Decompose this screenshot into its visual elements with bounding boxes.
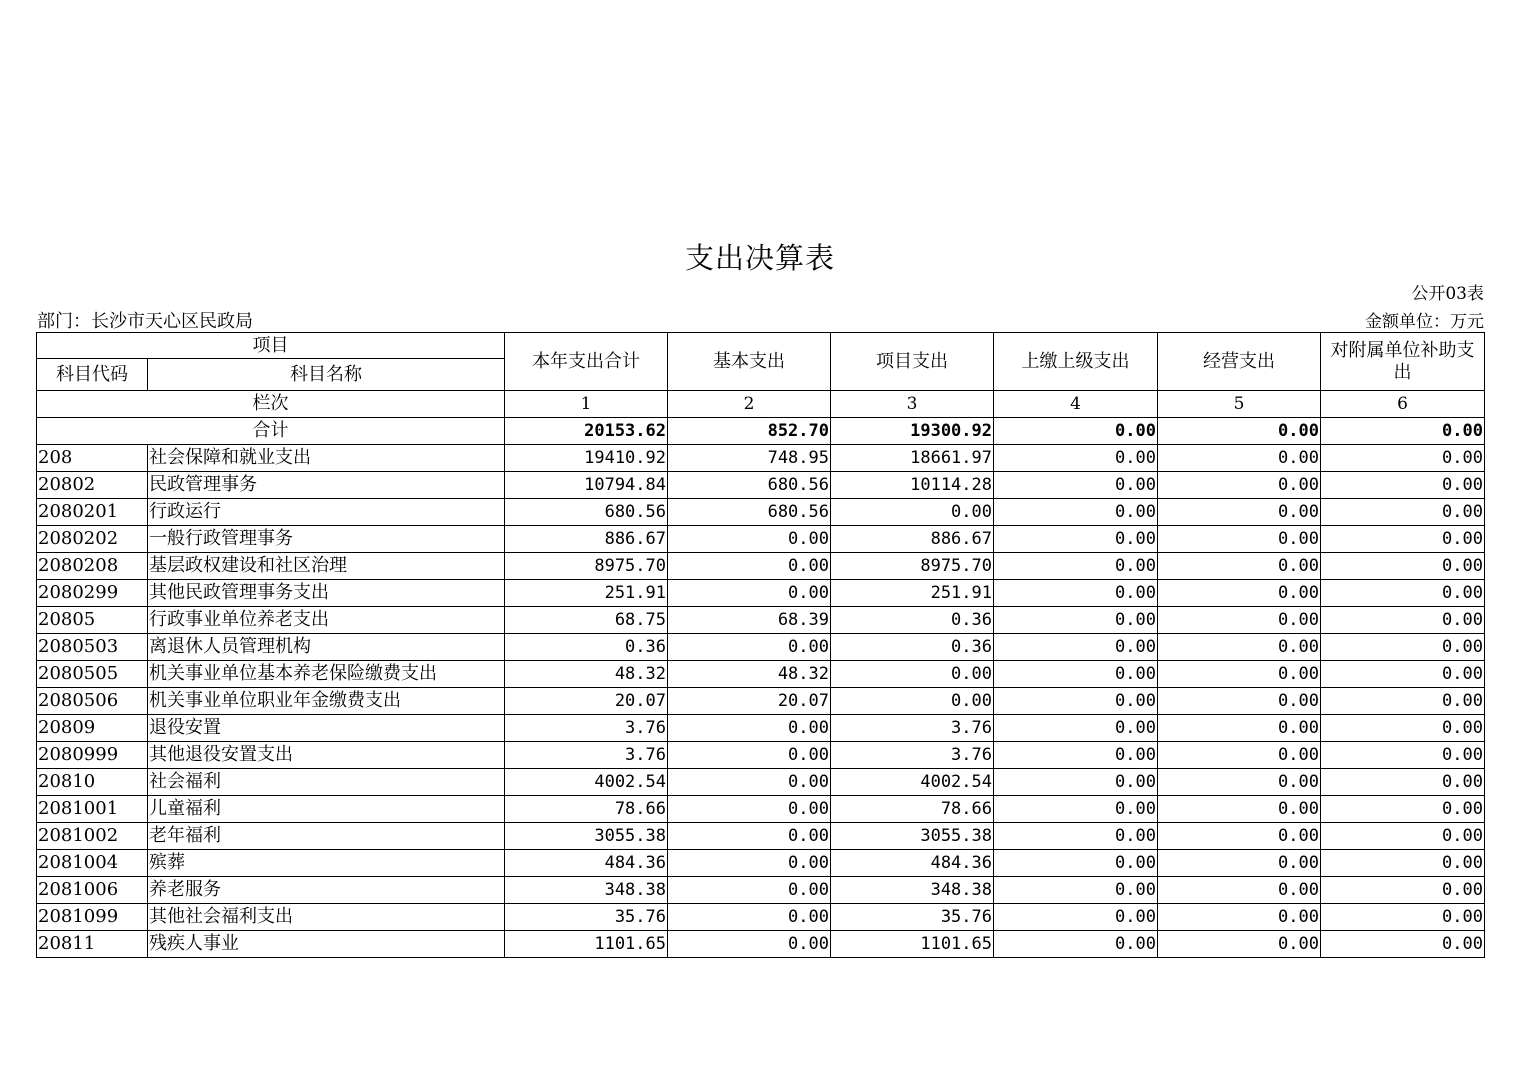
row-value: 1101.65 <box>505 931 668 958</box>
row-value: 0.00 <box>1321 661 1485 688</box>
header-basic: 基本支出 <box>668 333 831 391</box>
row-value: 0.00 <box>1158 661 1321 688</box>
column-number: 6 <box>1321 391 1485 418</box>
row-value: 0.00 <box>1321 877 1485 904</box>
row-code: 20810 <box>37 769 148 796</box>
row-value: 0.00 <box>994 445 1158 472</box>
row-value: 0.00 <box>994 634 1158 661</box>
row-name: 机关事业单位职业年金缴费支出 <box>148 688 505 715</box>
row-value: 0.00 <box>1158 931 1321 958</box>
total-value: 0.00 <box>994 418 1158 445</box>
row-value: 78.66 <box>505 796 668 823</box>
total-value: 19300.92 <box>831 418 994 445</box>
row-value: 78.66 <box>831 796 994 823</box>
row-value: 3.76 <box>831 715 994 742</box>
department-label: 部门：长沙市天心区民政局 <box>37 311 253 332</box>
table-row <box>37 688 1485 715</box>
row-value: 0.00 <box>1158 445 1321 472</box>
row-code: 208 <box>37 445 148 472</box>
row-value: 0.00 <box>1158 580 1321 607</box>
header-project: 项目 <box>37 333 505 359</box>
column-number-label: 栏次 <box>37 391 505 418</box>
row-name: 行政事业单位养老支出 <box>148 607 505 634</box>
row-value: 0.00 <box>994 661 1158 688</box>
row-name: 行政运行 <box>148 499 505 526</box>
table-row <box>37 445 1485 472</box>
header-row-1 <box>37 333 1485 359</box>
row-value: 0.00 <box>668 742 831 769</box>
table-row <box>37 634 1485 661</box>
row-name: 养老服务 <box>148 877 505 904</box>
amount-unit-label: 金额单位：万元 <box>1365 312 1484 332</box>
row-code: 2080201 <box>37 499 148 526</box>
row-value: 0.00 <box>994 688 1158 715</box>
row-value: 0.00 <box>668 715 831 742</box>
table-row <box>37 796 1485 823</box>
row-value: 0.00 <box>668 580 831 607</box>
row-value: 0.00 <box>1321 715 1485 742</box>
column-number: 2 <box>668 391 831 418</box>
row-name: 社会福利 <box>148 769 505 796</box>
header-business: 经营支出 <box>1158 333 1321 391</box>
row-code: 2081006 <box>37 877 148 904</box>
table-row <box>37 769 1485 796</box>
row-code: 2081004 <box>37 850 148 877</box>
table-row <box>37 580 1485 607</box>
row-code: 2081001 <box>37 796 148 823</box>
row-value: 0.00 <box>994 769 1158 796</box>
row-value: 484.36 <box>831 850 994 877</box>
row-value: 8975.70 <box>831 553 994 580</box>
header-total: 本年支出合计 <box>505 333 668 391</box>
row-value: 0.00 <box>1321 904 1485 931</box>
form-number: 公开03表 <box>1411 284 1484 304</box>
row-value: 0.00 <box>668 526 831 553</box>
row-value: 0.00 <box>1321 634 1485 661</box>
row-value: 0.00 <box>1158 769 1321 796</box>
table-row <box>37 499 1485 526</box>
row-value: 3.76 <box>505 742 668 769</box>
table-row <box>37 904 1485 931</box>
row-value: 0.00 <box>994 553 1158 580</box>
row-value: 0.00 <box>994 796 1158 823</box>
table-row <box>37 823 1485 850</box>
row-value: 484.36 <box>505 850 668 877</box>
row-name: 残疾人事业 <box>148 931 505 958</box>
row-value: 0.00 <box>1321 931 1485 958</box>
row-value: 0.00 <box>1158 850 1321 877</box>
row-value: 0.00 <box>1321 472 1485 499</box>
total-row <box>37 418 1485 445</box>
row-value: 0.00 <box>1321 445 1485 472</box>
row-value: 0.00 <box>668 769 831 796</box>
row-value: 0.00 <box>1158 904 1321 931</box>
row-value: 3.76 <box>831 742 994 769</box>
row-value: 0.00 <box>1158 688 1321 715</box>
total-value: 20153.62 <box>505 418 668 445</box>
row-value: 0.00 <box>1321 580 1485 607</box>
row-value: 4002.54 <box>831 769 994 796</box>
row-code: 2081002 <box>37 823 148 850</box>
row-value: 48.32 <box>668 661 831 688</box>
row-value: 0.00 <box>1321 688 1485 715</box>
table-row <box>37 607 1485 634</box>
row-value: 3.76 <box>505 715 668 742</box>
table-row <box>37 715 1485 742</box>
row-value: 10114.28 <box>831 472 994 499</box>
row-value: 0.00 <box>1321 850 1485 877</box>
table-row <box>37 931 1485 958</box>
row-value: 20.07 <box>505 688 668 715</box>
column-number: 1 <box>505 391 668 418</box>
row-code: 2080505 <box>37 661 148 688</box>
row-value: 0.00 <box>1321 796 1485 823</box>
row-value: 251.91 <box>831 580 994 607</box>
table-row <box>37 526 1485 553</box>
row-name: 其他民政管理事务支出 <box>148 580 505 607</box>
row-value: 886.67 <box>831 526 994 553</box>
row-code: 2081099 <box>37 904 148 931</box>
row-value: 251.91 <box>505 580 668 607</box>
row-value: 0.00 <box>1321 553 1485 580</box>
row-name: 机关事业单位基本养老保险缴费支出 <box>148 661 505 688</box>
row-code: 20811 <box>37 931 148 958</box>
total-label: 合计 <box>37 418 505 445</box>
row-value: 0.00 <box>1158 526 1321 553</box>
row-value: 68.75 <box>505 607 668 634</box>
table-row <box>37 877 1485 904</box>
row-code: 2080202 <box>37 526 148 553</box>
row-value: 0.00 <box>1158 715 1321 742</box>
row-value: 0.00 <box>1321 526 1485 553</box>
row-value: 68.39 <box>668 607 831 634</box>
row-name: 殡葬 <box>148 850 505 877</box>
row-code: 2080503 <box>37 634 148 661</box>
row-value: 3055.38 <box>831 823 994 850</box>
row-value: 0.00 <box>994 607 1158 634</box>
row-value: 348.38 <box>505 877 668 904</box>
row-value: 0.00 <box>1158 607 1321 634</box>
row-value: 10794.84 <box>505 472 668 499</box>
row-value: 0.00 <box>668 904 831 931</box>
row-code: 2080506 <box>37 688 148 715</box>
table-row <box>37 661 1485 688</box>
row-value: 0.00 <box>668 796 831 823</box>
row-value: 0.36 <box>831 607 994 634</box>
table-row <box>37 742 1485 769</box>
row-value: 680.56 <box>668 499 831 526</box>
row-code: 2080999 <box>37 742 148 769</box>
column-number: 3 <box>831 391 994 418</box>
row-value: 0.00 <box>668 931 831 958</box>
row-code: 20809 <box>37 715 148 742</box>
row-code: 2080299 <box>37 580 148 607</box>
row-name: 老年福利 <box>148 823 505 850</box>
row-value: 0.00 <box>831 661 994 688</box>
row-value: 0.00 <box>994 904 1158 931</box>
header-name: 科目名称 <box>148 359 505 391</box>
row-value: 0.00 <box>994 850 1158 877</box>
row-value: 20.07 <box>668 688 831 715</box>
row-value: 0.00 <box>1158 742 1321 769</box>
row-name: 民政管理事务 <box>148 472 505 499</box>
row-value: 0.36 <box>831 634 994 661</box>
total-value: 0.00 <box>1321 418 1485 445</box>
row-code: 20805 <box>37 607 148 634</box>
table-row <box>37 553 1485 580</box>
row-name: 一般行政管理事务 <box>148 526 505 553</box>
row-value: 0.00 <box>994 877 1158 904</box>
header-project-expenditure: 项目支出 <box>831 333 994 391</box>
row-value: 0.00 <box>1321 769 1485 796</box>
row-value: 0.00 <box>994 823 1158 850</box>
row-value: 18661.97 <box>831 445 994 472</box>
row-name: 社会保障和就业支出 <box>148 445 505 472</box>
row-name: 儿童福利 <box>148 796 505 823</box>
row-value: 748.95 <box>668 445 831 472</box>
header-upper-payment: 上缴上级支出 <box>994 333 1158 391</box>
row-name: 退役安置 <box>148 715 505 742</box>
row-value: 0.00 <box>668 553 831 580</box>
row-value: 0.00 <box>1321 742 1485 769</box>
row-value: 886.67 <box>505 526 668 553</box>
row-value: 1101.65 <box>831 931 994 958</box>
row-value: 0.00 <box>831 499 994 526</box>
total-value: 852.70 <box>668 418 831 445</box>
row-value: 680.56 <box>505 499 668 526</box>
row-value: 0.00 <box>668 634 831 661</box>
row-value: 0.00 <box>1158 634 1321 661</box>
row-value: 3055.38 <box>505 823 668 850</box>
header-subsidy: 对附属单位补助支出 <box>1321 333 1485 391</box>
column-number: 4 <box>994 391 1158 418</box>
row-name: 基层政权建设和社区治理 <box>148 553 505 580</box>
row-value: 0.00 <box>994 526 1158 553</box>
row-value: 0.00 <box>1158 553 1321 580</box>
row-value: 0.36 <box>505 634 668 661</box>
row-value: 0.00 <box>994 931 1158 958</box>
row-code: 20802 <box>37 472 148 499</box>
row-value: 0.00 <box>1321 823 1485 850</box>
column-number: 5 <box>1158 391 1321 418</box>
row-value: 0.00 <box>668 823 831 850</box>
row-name: 其他退役安置支出 <box>148 742 505 769</box>
row-value: 0.00 <box>994 715 1158 742</box>
row-value: 0.00 <box>994 580 1158 607</box>
row-value: 35.76 <box>505 904 668 931</box>
row-value: 0.00 <box>1158 823 1321 850</box>
row-value: 0.00 <box>1158 796 1321 823</box>
row-value: 348.38 <box>831 877 994 904</box>
row-value: 4002.54 <box>505 769 668 796</box>
row-value: 0.00 <box>1158 499 1321 526</box>
row-name: 其他社会福利支出 <box>148 904 505 931</box>
row-value: 0.00 <box>831 688 994 715</box>
row-value: 0.00 <box>1158 877 1321 904</box>
table-row <box>37 472 1485 499</box>
row-value: 0.00 <box>1158 472 1321 499</box>
row-code: 2080208 <box>37 553 148 580</box>
row-value: 0.00 <box>668 877 831 904</box>
row-value: 48.32 <box>505 661 668 688</box>
row-value: 680.56 <box>668 472 831 499</box>
row-value: 0.00 <box>1321 499 1485 526</box>
expenditure-table <box>36 332 1485 958</box>
row-value: 35.76 <box>831 904 994 931</box>
row-value: 8975.70 <box>505 553 668 580</box>
header-code: 科目代码 <box>37 359 148 391</box>
row-value: 0.00 <box>1321 607 1485 634</box>
row-value: 0.00 <box>994 472 1158 499</box>
row-value: 0.00 <box>994 499 1158 526</box>
page-title: 支出决算表 <box>684 241 835 275</box>
table-row <box>37 850 1485 877</box>
row-name: 离退休人员管理机构 <box>148 634 505 661</box>
column-number-row <box>37 391 1485 418</box>
row-value: 0.00 <box>994 742 1158 769</box>
row-value: 19410.92 <box>505 445 668 472</box>
row-value: 0.00 <box>668 850 831 877</box>
total-value: 0.00 <box>1158 418 1321 445</box>
